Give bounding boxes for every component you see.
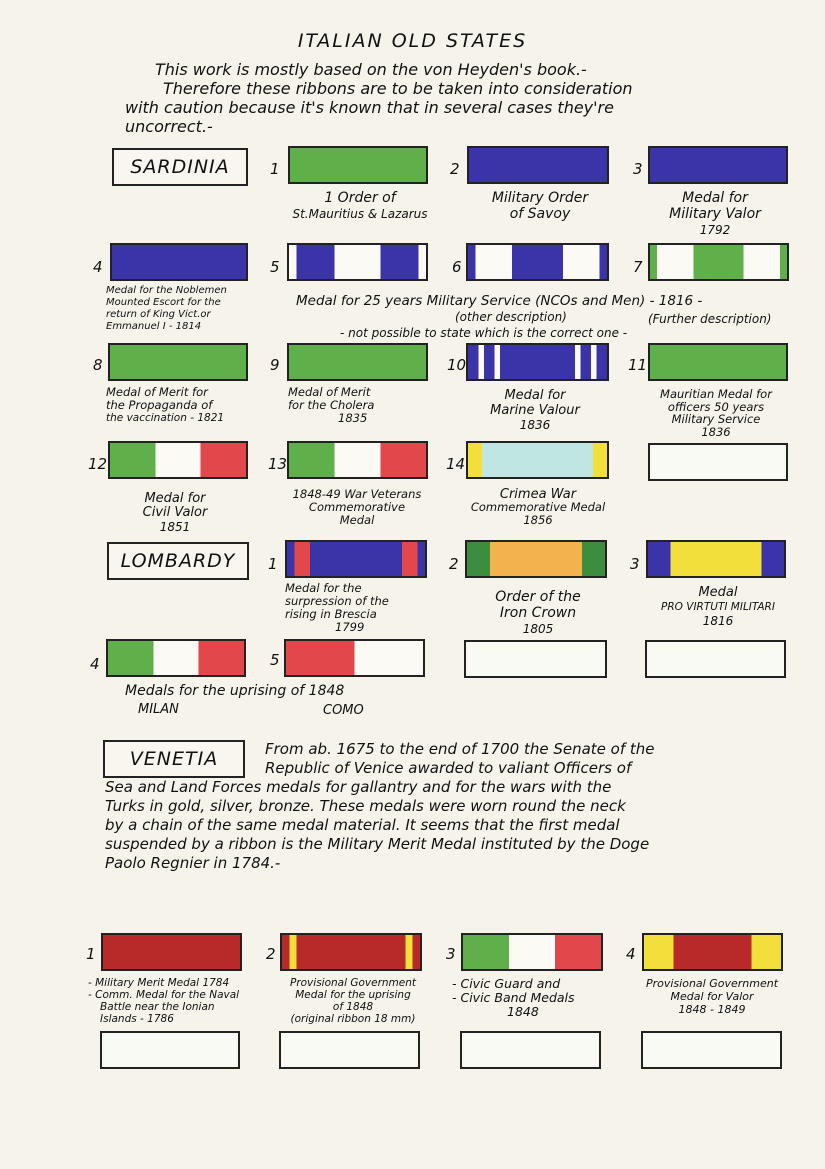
uprising-como: COMO (323, 703, 364, 718)
intro-text (125, 60, 785, 136)
ribbon-sardinia-3 (648, 146, 788, 184)
ribbon-number: 14 (446, 455, 466, 473)
intro-line: with caution because it's known that in several cases they're (125, 98, 614, 117)
ribbon-lombardy-5 (284, 639, 425, 677)
ribbon-number: 5 (270, 258, 280, 276)
ribbon-venetia-1 (101, 933, 242, 971)
ribbon-number: 3 (630, 555, 640, 573)
intro-line: Therefore these ribbons are to be taken into consideration (163, 79, 633, 98)
section-label-venetia: VENETIA (103, 740, 245, 778)
ribbon-venetia-4 (642, 933, 783, 971)
ribbon-caption: Mauritian Medal for officers 50 years Military Service 1836 (660, 387, 772, 439)
ribbon-sardinia-1 (288, 146, 428, 184)
ribbon-lombardy-1 (285, 540, 427, 578)
ribbon-empty-slot (464, 640, 607, 678)
intro-line: uncorrect.- (125, 117, 213, 136)
ribbon-number: 13 (268, 455, 288, 473)
ribbon-sardinia-5 (287, 243, 428, 281)
ribbon-sardinia-2 (467, 146, 609, 184)
ribbon-caption: Medal of Merit for the Propaganda of the vaccination - 1821 (106, 385, 225, 424)
ribbon-empty-slot (279, 1031, 420, 1069)
page-title: ITALIAN OLD STATES (297, 30, 528, 52)
ribbon-number: 4 (626, 945, 636, 963)
ribbon-number: 5 (270, 651, 280, 669)
intro-line: This work is mostly based on the von Heyden's book.- (155, 60, 587, 79)
ribbon-caption: Medal for Military Valor 1792 (669, 190, 761, 237)
ribbon-number: 4 (90, 655, 100, 673)
ribbon-caption: Provisional Government Medal for the uprising of 1848 (original ribbon 18 mm) (289, 977, 417, 1025)
ribbon-number: 6 (452, 258, 462, 276)
venetia-description: From ab. 1675 to the end of 1700 the Senate of the Republic of Venice awarded to valiant Officers of Sea and Land Forces medals for gallantry and for the wars with the Turks in gold, silver, bronze. These medals were worn round the neck by a chain of the same medal material. It seems that the first medal suspended by a ribbon is the Military Merit Medal instituted by the Doge Paolo Regnier in 1784.- (105, 740, 655, 872)
ribbon-number: 4 (93, 258, 103, 276)
ribbon-number: 1 (268, 555, 278, 573)
ribbon-lombardy-3 (646, 540, 786, 578)
ribbon-sardinia-12 (108, 441, 248, 479)
ribbon-caption: 1 Order of St.Mauritius & Lazarus (292, 190, 428, 221)
uprising-milan: MILAN (138, 702, 179, 717)
ribbon-venetia-3 (461, 933, 603, 971)
ribbon-number: 11 (628, 356, 648, 374)
ribbon-number: 3 (446, 945, 456, 963)
ribbon-caption: Crimea War Commemorative Medal 1856 (470, 487, 606, 527)
ribbon-caption: - Military Merit Medal 1784 - Comm. Medal for the Naval Battle near the Ionian Islands - 1786 (88, 977, 240, 1025)
ribbon-sardinia-8 (108, 343, 248, 381)
ribbon-sardinia-11 (648, 343, 788, 381)
ribbon-number: 2 (449, 555, 459, 573)
ribbon-caption: Medal for Marine Valour 1836 (490, 388, 580, 432)
ribbon-caption: Medal for Civil Valor 1851 (142, 491, 208, 534)
ribbon-caption: Provisional Government Medal for Valor 1848 - 1849 (645, 977, 779, 1016)
ribbon-caption: 1848-49 War Veterans Commemorative Medal (292, 487, 422, 527)
ribbon-number: 12 (88, 455, 108, 473)
service-medal-note-further: (Further description) (648, 312, 772, 326)
ribbon-sardinia-7 (648, 243, 789, 281)
ribbon-caption: Medal PRO VIRTUTI MILITARI 1816 (661, 585, 775, 628)
ribbon-venetia-2 (280, 933, 422, 971)
ribbon-sardinia-13 (287, 441, 428, 479)
ribbon-lombardy-4 (106, 639, 246, 677)
ribbon-caption: - Civic Guard and - Civic Band Medals 1848 (452, 976, 575, 1019)
section-label-lombardy: LOMBARDY (107, 542, 249, 580)
ribbon-caption: Order of the Iron Crown 1805 (495, 589, 581, 636)
service-medal-footnote: - not possible to state which is the correct one - (340, 326, 628, 340)
ribbon-sardinia-10 (466, 343, 609, 381)
ribbon-number: 9 (270, 356, 280, 374)
ribbon-number: 1 (270, 160, 280, 178)
ribbon-empty-slot (460, 1031, 601, 1069)
ribbon-empty-slot (645, 640, 786, 678)
ribbon-number: 2 (266, 945, 276, 963)
ribbon-number: 8 (93, 356, 103, 374)
ribbon-number: 1 (86, 945, 96, 963)
service-medal-note-other: (other description) (455, 310, 567, 324)
ribbon-lombardy-2 (465, 540, 607, 578)
service-medal-note: Medal for 25 years Military Service (NCOs and Men) - 1816 - (296, 293, 703, 309)
uprising-caption: Medals for the uprising of 1848 (125, 683, 345, 699)
ribbon-sardinia-9 (287, 343, 428, 381)
ribbon-caption: Medal of Merit for the Cholera 1835 (288, 385, 375, 425)
section-label-sardinia: SARDINIA (112, 148, 248, 186)
ribbon-sardinia-4 (110, 243, 248, 281)
ribbon-caption: Medal for the surpression of the rising in Brescia 1799 (285, 581, 389, 634)
ribbon-number: 3 (633, 160, 643, 178)
ribbon-empty-slot (641, 1031, 782, 1069)
ribbon-sardinia-14 (466, 441, 609, 479)
ribbon-empty-slot (100, 1031, 240, 1069)
ribbon-number: 7 (633, 258, 643, 276)
ribbon-caption: Military Order of Savoy (491, 190, 589, 222)
ribbon-number: 10 (447, 356, 467, 374)
ribbon-number: 2 (450, 160, 460, 178)
ribbon-sardinia-6 (466, 243, 609, 281)
ribbon-empty-slot (648, 443, 788, 481)
ribbon-caption: Medal for the Noblemen Mounted Escort for the return of King Vict.or Emmanuel I - 1814 (106, 285, 227, 332)
